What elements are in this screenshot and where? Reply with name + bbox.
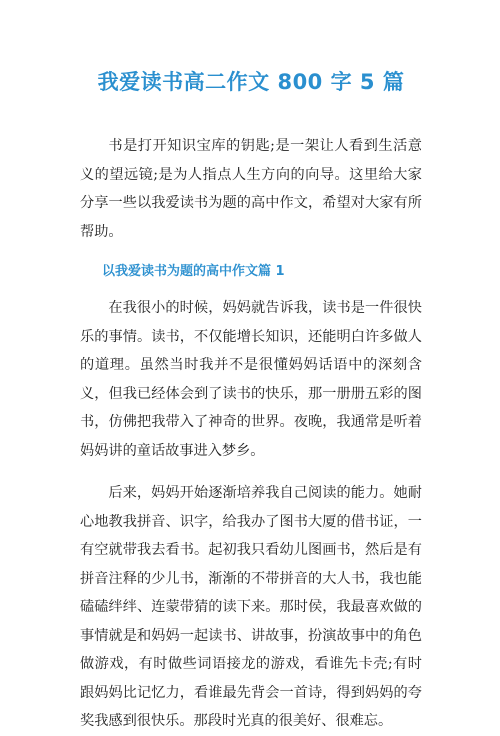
document-title: 我爱读书高二作文 800 字 5 篇: [97, 70, 405, 94]
section-heading: 以我爱读书为题的高中作文篇 1: [102, 264, 285, 279]
body-paragraph-2: 后来，妈妈开始逐渐培养我自己阅读的能力。她耐心地教我拼音、识字，给我办了图书大厦的借书证，一有空就带我去看书。起初我只看幼儿图画书，然后是有拼音注释的少儿书，渐渐的不带拼音的大人书，我也能磕磕绊绊、连蒙带猜的读下来。那时侯，我最喜欢做的事情就是和妈妈一起读书、讲故事，扮演故事中的角色做游戏，有时做些词语接龙的游戏，看谁先卡壳;有时跟妈妈比记忆力，看谁最先背会一首诗，得到妈妈的夸奖我感到很快乐。那段时光真的很美好、很难忘。: [80, 485, 422, 729]
intro-paragraph: 书是打开知识宝库的钥匙;是一架让人看到生活意义的望远镜;是为人指点人生方向的向导。这里给大家分享一些以我爱读书为题的高中作文，希望对大家有所帮助。: [80, 138, 422, 240]
body-paragraph-1: 在我很小的时候，妈妈就告诉我，读书是一件很快乐的事情。读书，不仅能增长知识，还能明白许多做人的道理。虽然当时我并不是很懂妈妈话语中的深刻含义，但我已经体会到了读书的快乐，那一册册五彩的图书，仿佛把我带入了神奇的世界。夜晚，我通常是听着妈妈讲的童话故事进入梦乡。: [80, 300, 422, 459]
